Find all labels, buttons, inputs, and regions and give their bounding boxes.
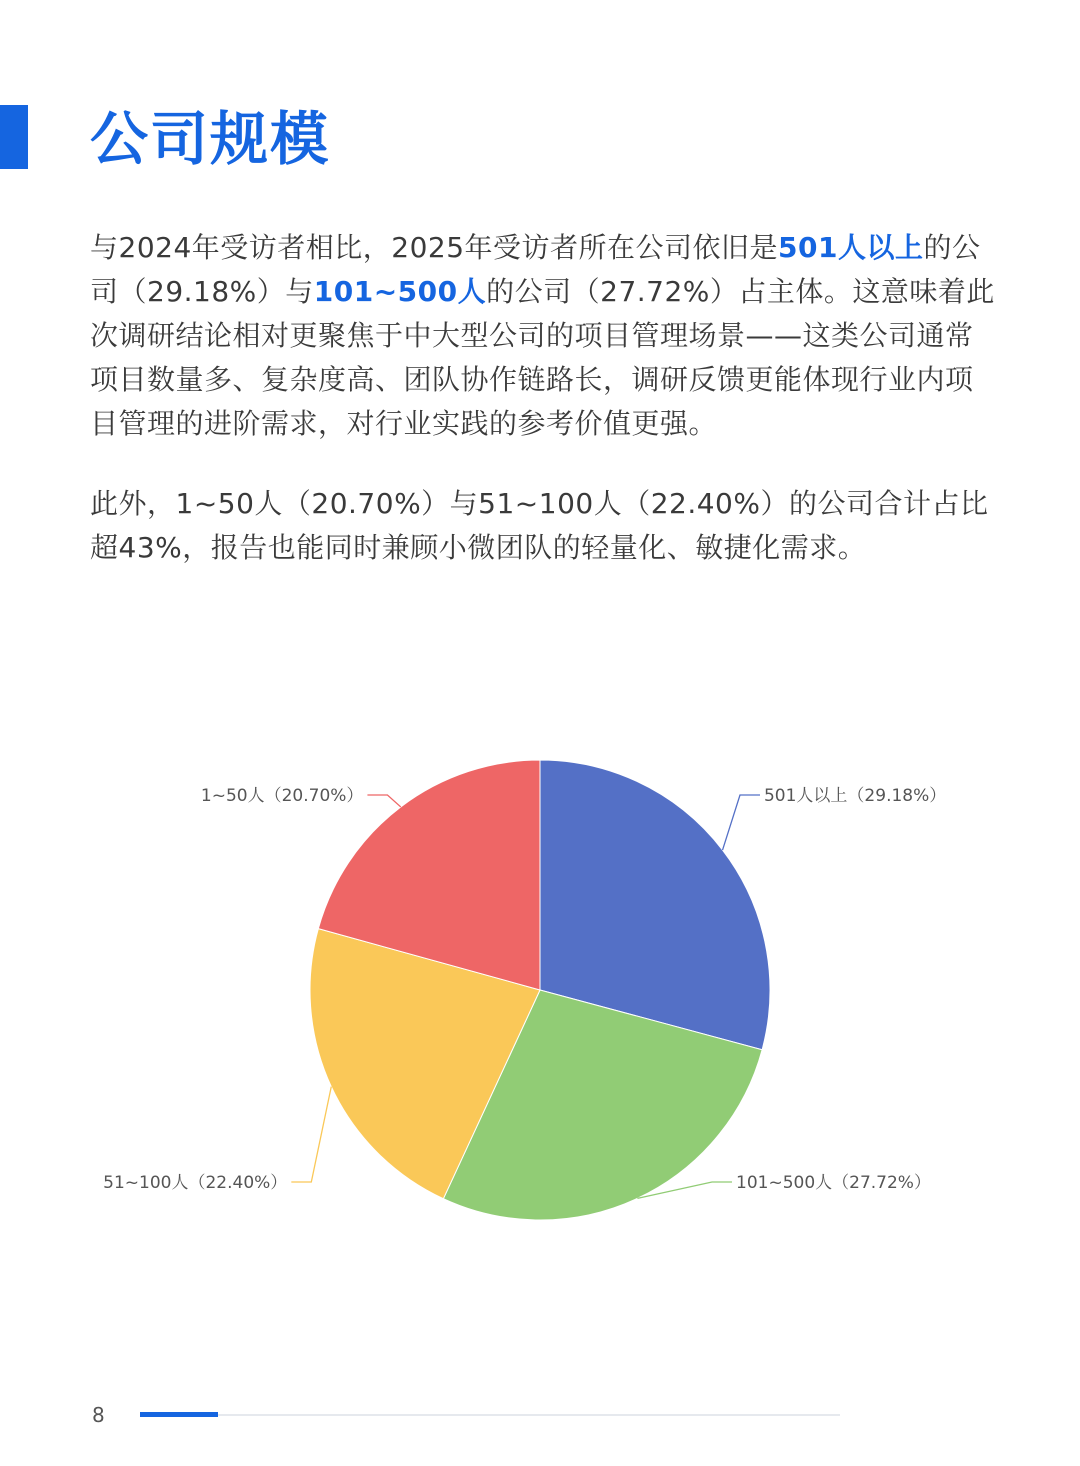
- slice-label: 51~100人（22.40%）: [103, 1173, 288, 1193]
- label-leader-line: [723, 795, 760, 850]
- highlight-text: 101~500人: [313, 275, 487, 308]
- paragraph-text: 的公司（29.18%）与: [90, 231, 981, 308]
- slice-label: 501人以上（29.18%）: [763, 786, 947, 806]
- highlight-text: 501人以上: [778, 231, 924, 264]
- second-paragraph: 此外，1~50人（20.70%）与51~100人（22.40%）的公司合计占比超43%，报告也能同时兼顾小微团队的轻量化、敏捷化需求。: [90, 487, 989, 564]
- label-leader-line: [291, 1087, 331, 1182]
- intro-paragraph: [90, 226, 995, 446]
- title-accent-bar: [0, 105, 28, 169]
- pie-chart: [0, 720, 1080, 1260]
- page-title: 公司规模: [90, 105, 331, 173]
- page-number: 8: [92, 1403, 105, 1427]
- slice-label: 1~50人（20.70%）: [200, 786, 364, 806]
- label-leader-line: [367, 795, 400, 807]
- footer-accent-bar: [140, 1412, 218, 1417]
- paragraph-text: 与2024年受访者相比，2025年受访者所在公司依旧是: [90, 231, 779, 264]
- paragraph-text: 的公司（27.72%）占主体。这意味着此次调研结论相对更聚焦于中大型公司的项目管理场景——这类公司通常项目数量多、复杂度高、团队协作链路长，调研反馈更能体现行业内项目管理的进阶需求，对行业实践的参考价值更强。: [90, 275, 995, 440]
- footer-divider: [140, 1414, 840, 1416]
- slice-label: 101~500人（27.72%）: [736, 1173, 931, 1193]
